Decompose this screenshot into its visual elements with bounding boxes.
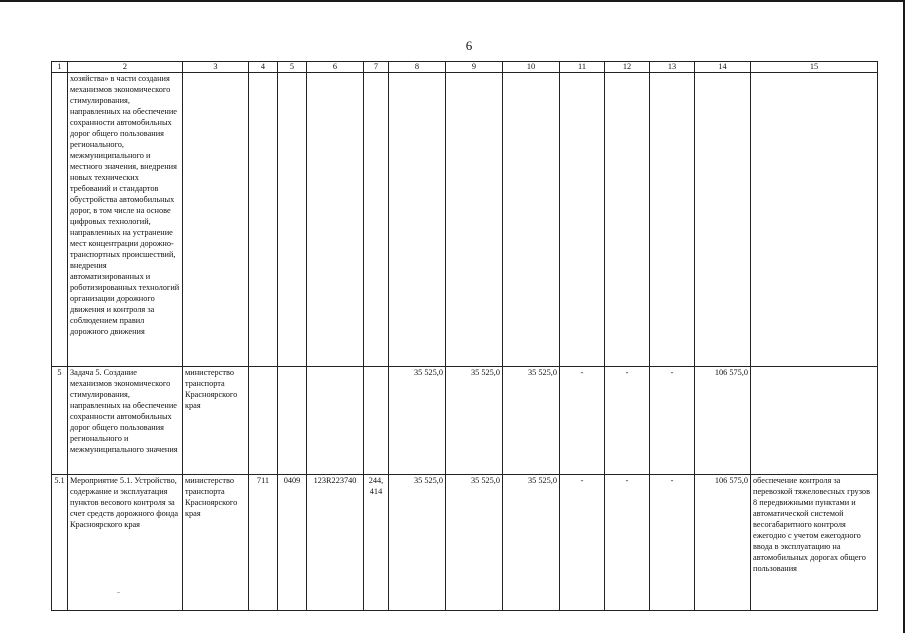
row-expected-result — [751, 73, 878, 367]
row-description: хозяйства» в части создания механизмов экономического стимулирования, направленных на обеспечение сохранности автомобильных дорог общего пользования регионального, межмуниципального и местного значения, внедрения новых технических требований и стандартов обустройства автомобильных дорог, в том числе на основе цифровых технологий, направленных на устранение мест концентрации дорожно-транспортных происшествий, внедрения автоматизированных и роботизированных технологий организации дорожного движения и контроля за соблюдением правил дорожного движения — [68, 73, 183, 367]
row-target-article — [307, 367, 364, 475]
row-amount-year1: 35 525,0 — [389, 367, 446, 475]
column-number-row — [52, 62, 878, 73]
row-grbs — [249, 73, 278, 367]
row-section — [278, 73, 307, 367]
row-col12: - — [605, 367, 650, 475]
row-col13: - — [650, 475, 695, 611]
row-responsible: министерство транспорта Красноярского края — [183, 367, 249, 475]
row-amount-year2: 35 525,0 — [446, 475, 503, 611]
row-grbs — [249, 367, 278, 475]
row-number: 5 — [52, 367, 68, 475]
row-target-article: 123R223740 — [307, 475, 364, 611]
row-total — [695, 73, 751, 367]
row-col12 — [605, 73, 650, 367]
row-number — [52, 73, 68, 367]
column-header: 3 — [183, 62, 249, 73]
row-amount-year3 — [503, 73, 560, 367]
row-total: 106 575,0 — [695, 367, 751, 475]
row-expected-result — [751, 367, 878, 475]
column-header: 8 — [389, 62, 446, 73]
row-col13 — [650, 73, 695, 367]
row-section — [278, 367, 307, 475]
row-amount-year2 — [446, 73, 503, 367]
column-header: 5 — [278, 62, 307, 73]
table-row — [52, 73, 878, 367]
row-total: 106 575,0 — [695, 475, 751, 611]
column-header: 2 — [68, 62, 183, 73]
row-col11: - — [560, 475, 605, 611]
column-header: 11 — [560, 62, 605, 73]
row-expense-type — [364, 73, 389, 367]
column-header: 7 — [364, 62, 389, 73]
column-header: 10 — [503, 62, 560, 73]
page-number: 6 — [465, 38, 473, 53]
row-responsible — [183, 73, 249, 367]
row-expense-type: 244, 414 — [364, 475, 389, 611]
row-amount-year3: 35 525,0 — [503, 367, 560, 475]
column-header: 13 — [650, 62, 695, 73]
row-responsible: министерство транспорта Красноярского края — [183, 475, 249, 611]
row-amount-year1: 35 525,0 — [389, 475, 446, 611]
row-target-article — [307, 73, 364, 367]
budget-table — [51, 61, 878, 611]
column-header: 4 — [249, 62, 278, 73]
scan-speck — [117, 592, 120, 593]
row-amount-year1 — [389, 73, 446, 367]
row-col12: - — [605, 475, 650, 611]
table-row — [52, 367, 878, 475]
row-grbs: 711 — [249, 475, 278, 611]
column-header: 14 — [695, 62, 751, 73]
row-section: 0409 — [278, 475, 307, 611]
row-description: Задача 5. Создание механизмов экономического стимулирования, направленных на обеспечение сохранности автомобильных дорог общего пользования регионального и межмуниципального значения — [68, 367, 183, 475]
table-row — [52, 475, 878, 611]
row-expense-type — [364, 367, 389, 475]
column-header: 12 — [605, 62, 650, 73]
row-col11: - — [560, 367, 605, 475]
column-header: 1 — [52, 62, 68, 73]
row-amount-year3: 35 525,0 — [503, 475, 560, 611]
row-description: Мероприятие 5.1. Устройство, содержание и эксплуатация пунктов весового контроля за счет средств дорожного фонда Красноярского края — [68, 475, 183, 611]
scan-border-top — [0, 0, 905, 2]
column-header: 9 — [446, 62, 503, 73]
row-col13: - — [650, 367, 695, 475]
row-col11 — [560, 73, 605, 367]
row-number: 5.1 — [52, 475, 68, 611]
row-expected-result: обеспечение контроля за перевозкой тяжеловесных грузов 8 передвижными пунктами и автоматической системой весогабаритного контроля ежегодно с учетом ежегодного ввода в эксплуатацию на автомобильных дорогах общего пользования — [751, 475, 878, 611]
column-header: 15 — [751, 62, 878, 73]
row-amount-year2: 35 525,0 — [446, 367, 503, 475]
column-header: 6 — [307, 62, 364, 73]
